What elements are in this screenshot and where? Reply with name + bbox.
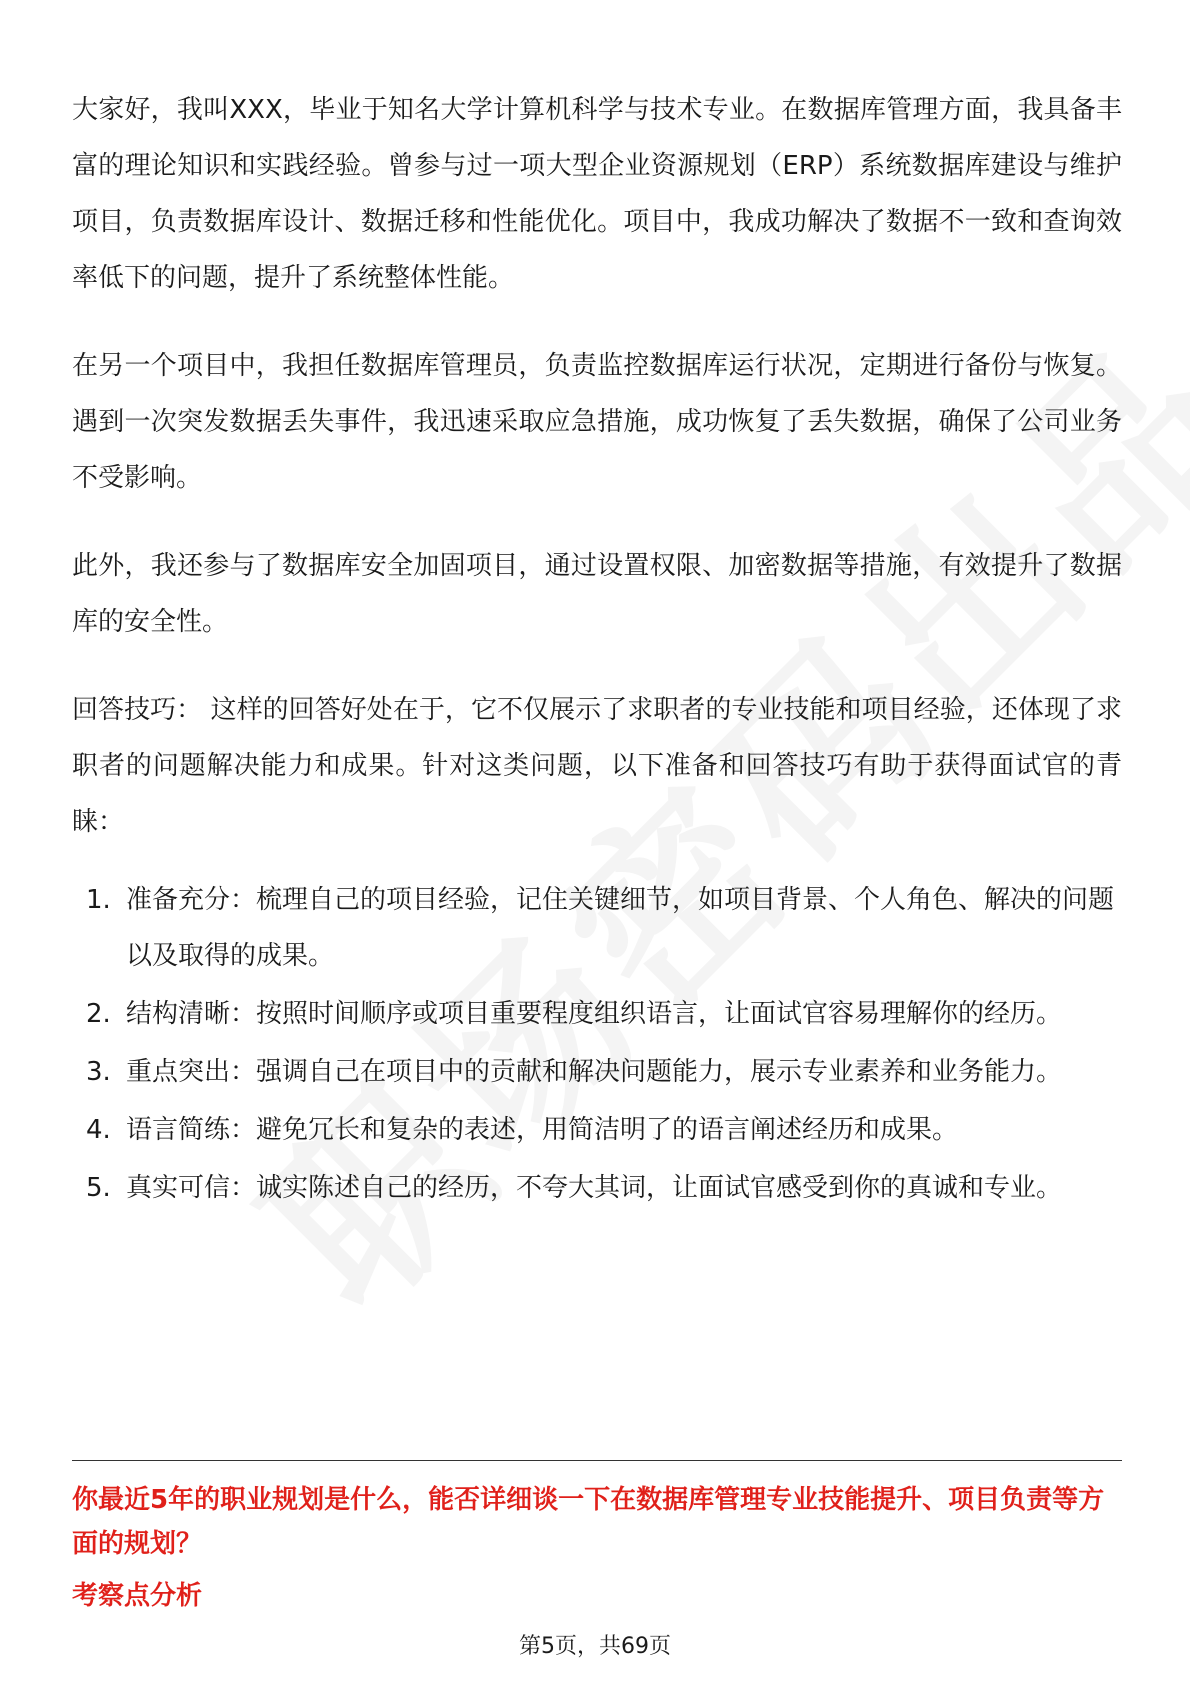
list-item [72,986,1122,1042]
analysis-heading: 考察点分析 [72,1581,203,1611]
list-item-text: 梳理自己的项目经验，记住关键细节，如项目背景、个人角色、解决的问题以及取得的成果。 [126,885,1115,971]
next-question-heading: 你最近5年的职业规划是什么，能否详细谈一下在数据库管理专业技能提升、项目负责等方面的规划？ [72,1485,1105,1559]
list-item-text: 避免冗长和复杂的表述，用简洁明了的语言阐述经历和成果。 [256,1115,959,1145]
document-body [72,82,1122,1218]
list-item-number: 5. [86,1173,111,1203]
list-item-label: 准备充分： [126,885,257,915]
list-item-number: 4. [86,1115,111,1145]
page-footer [0,1632,1190,1662]
list-item-label: 结构清晰： [126,999,257,1029]
list-item [72,1102,1122,1158]
list-item-number: 3. [86,1057,111,1087]
list-item-text: 诚实陈述自己的经历，不夸大其词，让面试官感受到你的真诚和专业。 [256,1173,1063,1203]
list-item [72,1044,1122,1100]
paragraph-dba-project: 在另一个项目中，我担任数据库管理员，负责监控数据库运行状况，定期进行备份与恢复。遇到一次突发数据丢失事件，我迅速采取应急措施，成功恢复了丢失数据，确保了公司业务不受影响。 [72,351,1122,493]
section-divider [72,1460,1122,1461]
page-number: 第5页，共69页 [519,1634,671,1659]
list-item-label: 语言简练： [126,1115,257,1145]
paragraph-security-project: 此外，我还参与了数据库安全加固项目，通过设置权限、加密数据等措施，有效提升了数据库的安全性。 [72,551,1122,637]
list-item-label: 真实可信： [126,1173,257,1203]
list-item-number: 1. [86,885,111,915]
list-item-text: 强调自己在项目中的贡献和解决问题能力，展示专业素养和业务能力。 [256,1057,1063,1087]
list-item-label: 重点突出： [126,1057,257,1087]
paragraph-intro: 大家好，我叫XXX，毕业于知名大学计算机科学与技术专业。在数据库管理方面，我具备丰富的理论知识和实践经验。曾参与过一项大型企业资源规划（ERP）系统数据库建设与维护项目，负责数据库设计、数据迁移和性能优化。项目中，我成功解决了数据不一致和查询效率低下的问题，提升了系统整体性能。 [72,95,1122,293]
tips-list [72,872,1122,1216]
paragraph-answer-tips: 回答技巧： 这样的回答好处在于，它不仅展示了求职者的专业技能和项目经验，还体现了求职者的问题解决能力和成果。针对这类问题，以下准备和回答技巧有助于获得面试官的青睐： [72,695,1122,837]
list-item [72,872,1122,984]
list-item-number: 2. [86,999,111,1029]
list-item-text: 按照时间顺序或项目重要程度组织语言，让面试官容易理解你的经历。 [256,999,1063,1029]
list-item [72,1160,1122,1216]
